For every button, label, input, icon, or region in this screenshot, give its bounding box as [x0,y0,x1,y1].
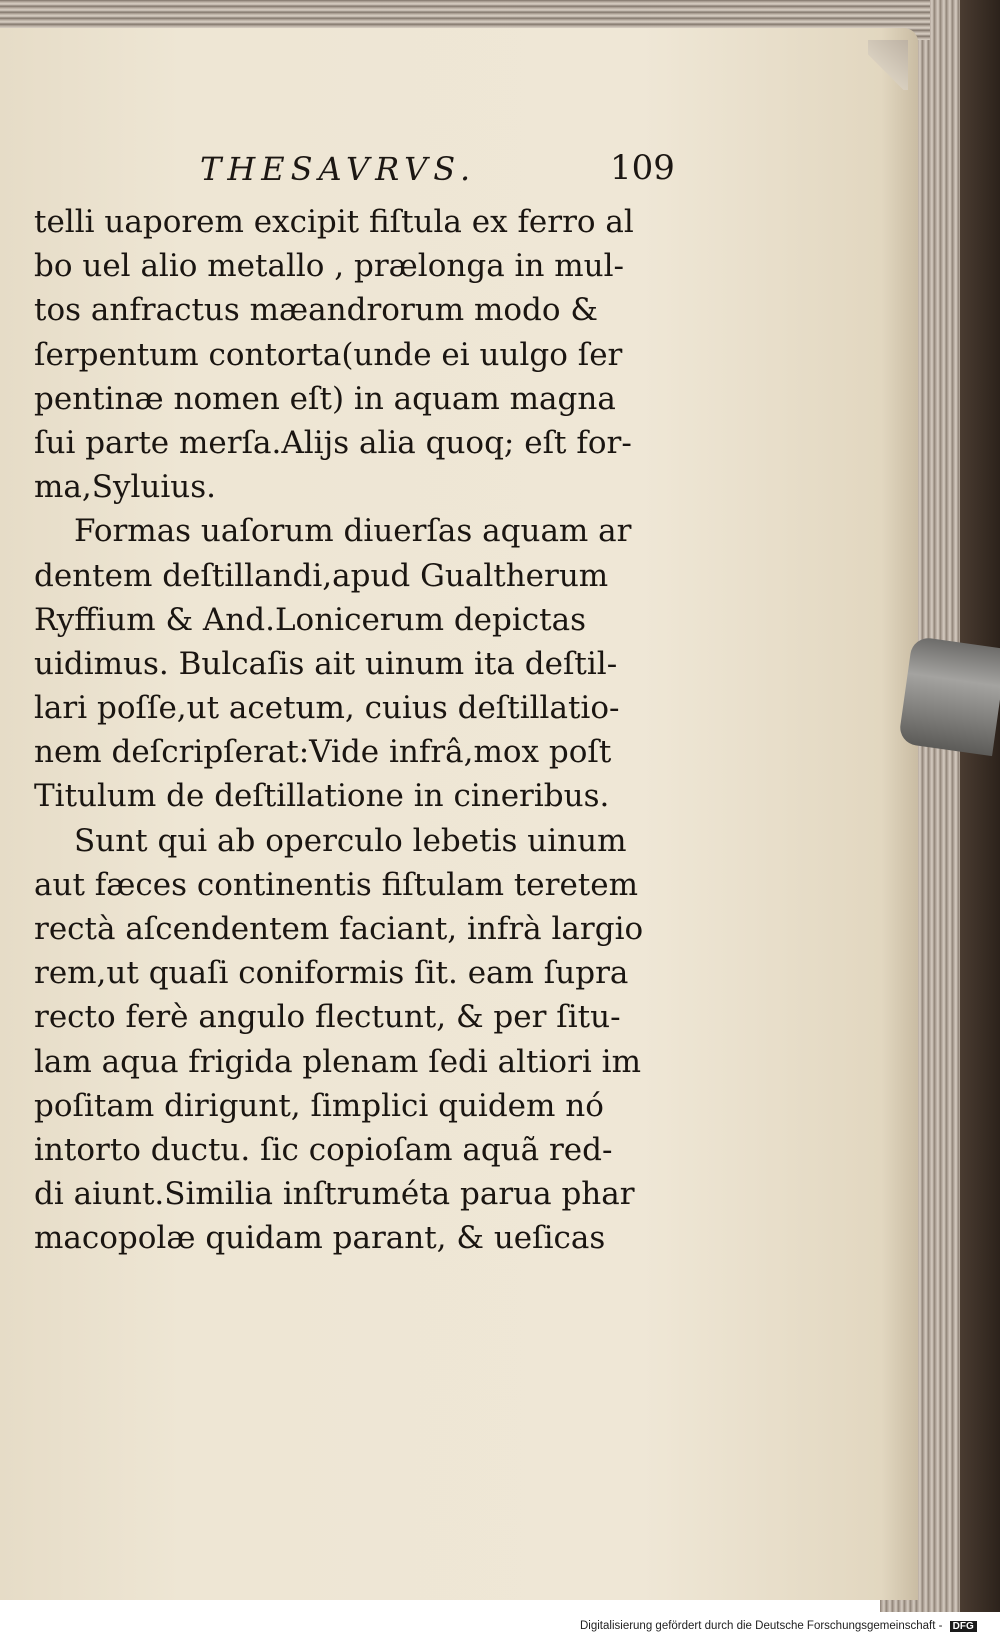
text-line: intorto ductu. ſic copioſam aquã red- [34,1131,613,1168]
text-line: Sunt qui ab operculo lebetis uinum [74,822,627,859]
page-corner-fold [868,40,908,90]
text-line: dentem deſtillandi,apud Gualtherum [34,557,609,594]
digitization-footer [580,1620,1000,1642]
text-line: lam aqua frigida plenam ſedi altiori im [34,1043,641,1080]
text-line: bo uel alio metallo , prælonga in mul- [34,248,625,285]
text-line: tos anfractus mæandrorum modo & [34,292,599,329]
text-line: telli uaporem excipit fiſtula ex ferro al [34,204,634,240]
text-line: recto ferè angulo flectunt, & per ſitu- [34,999,621,1036]
text-line: Titulum de deſtillatione in cineribus. [34,778,610,815]
text-line: nem deſcripſerat:Vide infrâ,mox poſt [34,734,612,771]
book-cover-edge [960,0,1000,1612]
page-clip [898,636,1000,756]
text-line: poſitam dirigunt, ſimplici quidem nó [34,1087,604,1124]
text-line: Formas uaſorum diuerſas aquam ar [74,513,632,550]
text-line: rectà aſcendentem faciant, infrà largio [34,911,644,947]
text-line: ſui parte merſa.Alijs alia quoq; eſt for- [34,424,632,461]
running-head-title: THESAVRVS. [200,150,477,188]
running-head [190,150,680,194]
page-number: 109 [610,148,675,188]
footer-text: Digitalisierung gefördert durch die Deutsche Forschungsgemeinschaft - [580,1620,943,1632]
text-line: macopolæ quidam parant, & ueſicas [34,1220,606,1257]
text-line: ſerpentum contorta(unde ei uulgo ſer [34,336,623,373]
text-line: ma,Syluius. [34,469,217,506]
body-text [34,200,684,1261]
text-line: rem,ut quaſi coniformis ſit. eam ſupra [34,955,629,992]
text-line: aut fæces continentis fiſtulam teretem [34,866,639,903]
text-line: pentinæ nomen eſt) in aquam magna [34,380,616,417]
text-line: Ryffium & And.Lonicerum depictas [34,601,586,638]
text-line: di aiunt.Similia inſtruméta parua phar [34,1176,635,1213]
dfg-logo: DFG [950,1621,977,1632]
text-line: lari poſſe,ut acetum, cuius deſtillatio- [34,690,620,727]
text-line: uidimus. Bulcaſis ait uinum ita deſtil- [34,645,618,682]
